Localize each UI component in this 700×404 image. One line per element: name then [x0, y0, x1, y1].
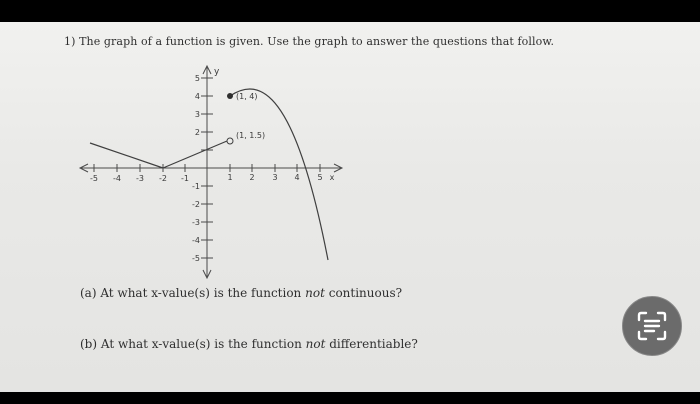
x-tick-label: -5 — [90, 174, 98, 183]
question-b — [80, 337, 418, 351]
question-b-prefix: (b) At what x-value(s) is the function — [80, 337, 302, 351]
y-tick-label: -3 — [192, 218, 200, 227]
middle-line-segment — [163, 141, 227, 168]
question-a-suffix: continuous? — [328, 286, 403, 300]
y-tick-label: 2 — [194, 128, 200, 137]
y-tick-label: -2 — [192, 200, 200, 209]
open-point — [227, 138, 233, 144]
closed-point — [227, 93, 233, 99]
question-b-suffix: differentiable? — [329, 337, 418, 351]
closed-point-label: (1, 4) — [236, 92, 258, 101]
x-tick-label: -4 — [113, 174, 121, 183]
text-scan-button[interactable] — [622, 296, 682, 356]
x-tick-label: 3 — [272, 173, 278, 182]
problem-title: 1) The graph of a function is given. Use the graph to answer the questions that follow. — [64, 35, 555, 48]
text-scan-icon — [636, 310, 668, 342]
y-axis-label: y — [214, 67, 220, 77]
function-graph — [70, 60, 370, 285]
question-a — [80, 286, 402, 300]
top-black-bar — [0, 0, 700, 22]
x-tick-label: -2 — [159, 174, 167, 183]
x-tick-label: 5 — [317, 173, 323, 182]
question-a-prefix: (a) At what x-value(s) is the function — [80, 286, 302, 300]
x-tick-label: 1 — [227, 173, 233, 182]
x-tick-label: -3 — [136, 174, 144, 183]
question-a-emphasis: not — [305, 286, 325, 300]
x-axis-label: x — [329, 173, 335, 182]
y-tick-label: 5 — [194, 74, 200, 83]
worksheet — [0, 22, 700, 392]
y-tick-label: -4 — [192, 236, 200, 245]
bottom-black-bar — [0, 392, 700, 404]
y-tick-label: -1 — [192, 182, 200, 191]
parabola-branch — [230, 89, 328, 260]
x-tick-label: -1 — [181, 174, 189, 183]
open-point-label: (1, 1.5) — [236, 131, 266, 140]
question-b-emphasis: not — [305, 337, 326, 351]
x-tick-label: 2 — [249, 173, 255, 182]
left-line-segment — [90, 143, 163, 168]
y-tick-label: 4 — [194, 92, 200, 101]
y-tick-label: -5 — [192, 254, 200, 263]
x-tick-label: 4 — [294, 173, 300, 182]
y-tick-label: 3 — [194, 110, 200, 119]
